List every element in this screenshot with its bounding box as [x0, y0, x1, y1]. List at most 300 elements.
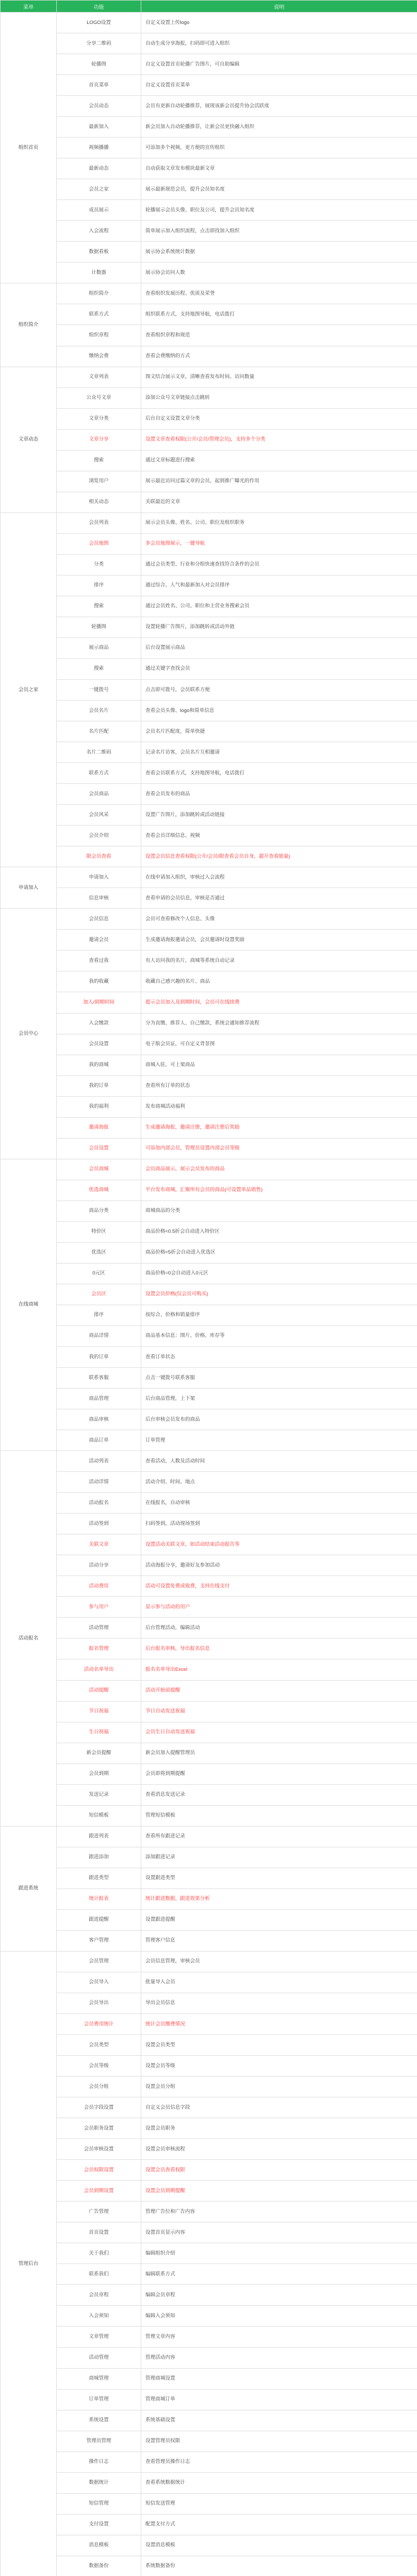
- table-row: [1, 1221, 417, 1242]
- table-row: [1, 909, 417, 930]
- function-cell: 会员商城: [57, 1159, 141, 1180]
- table-row: [1, 1201, 417, 1221]
- function-cell: 广告管理: [57, 2202, 141, 2222]
- description-cell: 设置会员审核流程: [141, 2139, 417, 2160]
- table-row: [1, 1805, 417, 1826]
- header-menu: 菜单: [1, 1, 57, 12]
- table-row: [1, 1847, 417, 1868]
- table-row: [1, 1055, 417, 1076]
- description-cell: 查看管理员操作日志: [141, 2452, 417, 2472]
- description-cell: 查看申请的会员信息，审核是否通过: [141, 888, 417, 909]
- description-cell: 按综合、价格和销量排序: [141, 1305, 417, 1325]
- function-cell: 会员管理: [57, 1951, 141, 1972]
- description-cell: 会员即将到期提醒: [141, 1764, 417, 1784]
- description-cell: 设置活动关联文章，如活动结束活动报告等: [141, 1534, 417, 1555]
- function-cell: 会员区: [57, 1284, 141, 1305]
- description-cell: 通过关键字查找会员: [141, 658, 417, 679]
- description-cell: 管理商城订单: [141, 2389, 417, 2410]
- description-cell: 查看组织章程和规范: [141, 325, 417, 346]
- table-row: [1, 1096, 417, 1117]
- description-cell: 设置会员价格(仅会员可购买): [141, 1284, 417, 1305]
- function-cell: 最新动态: [57, 158, 141, 179]
- function-cell: 关联文章: [57, 1534, 141, 1555]
- menu-group-cell: 组织简介: [1, 283, 57, 367]
- description-cell: 查看消息发送记录: [141, 1784, 417, 1805]
- description-cell: 查看所有订单的状态: [141, 1076, 417, 1096]
- description-cell: 统计会员缴费情况: [141, 2014, 417, 2035]
- description-cell: 商品价格<0.5折会自动进入特价区: [141, 1221, 417, 1242]
- table-row: [1, 701, 417, 721]
- description-cell: 查看订单状态: [141, 1347, 417, 1368]
- description-cell: 查看会员头像、logo和简单信息: [141, 701, 417, 721]
- description-cell: 设置首页显示内容: [141, 2222, 417, 2243]
- function-cell: 我的订单: [57, 1076, 141, 1096]
- table-row: [1, 33, 417, 54]
- description-cell: 有人访问我的名片，商城等系统自动记录: [141, 951, 417, 971]
- description-cell: 活动海报分享，邀请好友参加活动: [141, 1555, 417, 1576]
- function-cell: 数据统计: [57, 2472, 141, 2493]
- description-cell: 后台报名审核，导出报名信息: [141, 1639, 417, 1659]
- table-row: [1, 888, 417, 909]
- function-cell: 会员审核设置: [57, 2139, 141, 2160]
- function-cell: 排序: [57, 575, 141, 596]
- function-cell: 新会员提醒: [57, 1743, 141, 1764]
- description-cell: 设置跟进提醒: [141, 1909, 417, 1930]
- table-row: [1, 1347, 417, 1368]
- function-cell: 活动列表: [57, 1451, 141, 1472]
- description-cell: 展示会员头像、姓名、公司、职位及组织职务: [141, 512, 417, 533]
- table-row: [1, 1930, 417, 1951]
- table-row: [1, 2285, 417, 2306]
- function-cell: 联系客服: [57, 1368, 141, 1389]
- description-cell: 自定义设置首页菜单: [141, 75, 417, 96]
- menu-group-cell: 申请加入: [1, 867, 57, 909]
- menu-group-cell: 管理后台: [1, 1951, 57, 2576]
- table-row: [1, 867, 417, 888]
- description-cell: 简单展示加入组织流程，点击即找加入组织: [141, 221, 417, 242]
- function-cell: 活动签到: [57, 1514, 141, 1534]
- table-row: [1, 2410, 417, 2431]
- function-cell: 申请加入: [57, 867, 141, 888]
- description-cell: 查看会员发布的商品: [141, 784, 417, 805]
- table-row: [1, 2097, 417, 2118]
- table-row: [1, 680, 417, 701]
- table-row: [1, 54, 417, 75]
- description-cell: 组织联系方式，支持地图导航，电话拨打: [141, 304, 417, 325]
- table-row: [1, 12, 417, 33]
- table-row: [1, 1534, 417, 1555]
- function-cell: 查看过我: [57, 951, 141, 971]
- table-row: [1, 1597, 417, 1618]
- function-cell: 商品详情: [57, 1325, 141, 1346]
- table-row: [1, 1618, 417, 1639]
- function-cell: 管理员管理: [57, 2431, 141, 2452]
- table-row: [1, 1076, 417, 1096]
- table-row: [1, 137, 417, 158]
- table-row: [1, 242, 417, 262]
- function-cell: 相关动态: [57, 492, 141, 512]
- function-cell: 系统设置: [57, 2410, 141, 2431]
- table-row: [1, 1430, 417, 1451]
- function-cell: 文章分享: [57, 429, 141, 450]
- description-cell: 设置会员职务: [141, 2118, 417, 2139]
- table-row: [1, 304, 417, 325]
- function-cell: 公众号文章: [57, 387, 141, 408]
- function-cell: 浏览用户: [57, 471, 141, 492]
- description-cell: 会员可查看修改个人信息、头像: [141, 909, 417, 930]
- function-cell: 加入/到期时间: [57, 992, 141, 1013]
- function-cell: 会员权限设置: [57, 2160, 141, 2181]
- table-row: [1, 2160, 417, 2181]
- table-row: [1, 492, 417, 512]
- table-row: [1, 1389, 417, 1409]
- description-cell: 查看会费缴纳的方式: [141, 346, 417, 367]
- description-cell: 会员信息管理，审核会员: [141, 1951, 417, 1972]
- table-row: [1, 2368, 417, 2389]
- table-row: [1, 1368, 417, 1389]
- description-cell: 后台设置展示商品: [141, 637, 417, 658]
- description-cell: 生成邀请海报，邀请注册，邀请注册后奖励: [141, 1117, 417, 1138]
- table-row: [1, 2014, 417, 2035]
- function-cell: 活动报名: [57, 1493, 141, 1514]
- description-cell: 扫码签到，活动现场签到: [141, 1514, 417, 1534]
- menu-group-cell: 会员之家: [1, 512, 57, 867]
- function-cell: 轮播图: [57, 54, 141, 75]
- table-row: [1, 408, 417, 429]
- table-row: [1, 1514, 417, 1534]
- description-cell: 通过文章标题进行搜索: [141, 450, 417, 471]
- description-cell: 新会员加入自动轮播推荐，让新会员更快融入组织: [141, 117, 417, 137]
- table-row: [1, 2264, 417, 2285]
- table-row: [1, 221, 417, 242]
- function-cell: 会员导出: [57, 1993, 141, 2014]
- table-row: [1, 1117, 417, 1138]
- table-row: [1, 951, 417, 971]
- table-row: [1, 805, 417, 826]
- description-cell: 系统基础设置: [141, 2410, 417, 2431]
- function-cell: 关于我们: [57, 2243, 141, 2264]
- function-cell: 活动名单导出: [57, 1659, 141, 1680]
- description-cell: 展示最新规范会员，提升会员知名度: [141, 179, 417, 200]
- function-cell: 会员列表: [57, 512, 141, 533]
- table-row: [1, 1263, 417, 1284]
- function-cell: 展示商品: [57, 637, 141, 658]
- function-cell: 活动管理: [57, 1618, 141, 1639]
- function-cell: 会员到期设置: [57, 2181, 141, 2202]
- function-cell: 分类: [57, 554, 141, 575]
- function-cell: 文章分类: [57, 408, 141, 429]
- description-cell: 管理短信模板: [141, 1805, 417, 1826]
- function-cell: 名片匹配: [57, 721, 141, 742]
- table-row: [1, 158, 417, 179]
- description-cell: 在线申请加入组织，审核过入会流程: [141, 867, 417, 888]
- table-row: [1, 200, 417, 221]
- function-cell: 优选商城: [57, 1180, 141, 1201]
- description-cell: 商品价格<5折会自动进入优选区: [141, 1242, 417, 1263]
- description-cell: 会员商品展示，展示会员发布的商品: [141, 1159, 417, 1180]
- function-cell: 支付设置: [57, 2514, 141, 2535]
- description-cell: 可添加多个视频，更方便的宣传组织: [141, 137, 417, 158]
- function-cell: 特价区: [57, 1221, 141, 1242]
- menu-group-cell: 会员中心: [1, 909, 57, 1159]
- description-cell: 自定义设置首页轮播广告图片，可自助编辑: [141, 54, 417, 75]
- description-cell: 设置会员类型: [141, 2035, 417, 2056]
- function-cell: 会员设置: [57, 1034, 141, 1055]
- description-cell: 报名名单导出Excel: [141, 1659, 417, 1680]
- function-cell: 会员之家: [57, 179, 141, 200]
- function-cell: 商城管理: [57, 2368, 141, 2389]
- description-cell: 后台审核会员发布的商品: [141, 1409, 417, 1430]
- description-cell: 会员生日自动发送祝福: [141, 1722, 417, 1743]
- table-row: [1, 450, 417, 471]
- function-cell: 客户管理: [57, 1930, 141, 1951]
- function-cell: 统计报表: [57, 1889, 141, 1909]
- description-cell: 展示协会系统统计数据: [141, 242, 417, 262]
- table-row: [1, 2535, 417, 2556]
- description-cell: 点击即可拨号，会员联系方便: [141, 680, 417, 701]
- table-row: [1, 1159, 417, 1180]
- table-row: [1, 471, 417, 492]
- function-cell: 会员设置: [57, 1138, 141, 1159]
- table-row: [1, 1701, 417, 1722]
- table-row: [1, 325, 417, 346]
- description-cell: 自动生成分享海报，扫码即可进入组织: [141, 33, 417, 54]
- table-row: [1, 2347, 417, 2368]
- function-cell: 我的收藏: [57, 971, 141, 992]
- table-row: [1, 179, 417, 200]
- table-row: [1, 846, 417, 867]
- table-row: [1, 1305, 417, 1325]
- description-cell: 设置管理员权限: [141, 2431, 417, 2452]
- table-row: [1, 96, 417, 117]
- table-row: [1, 1034, 417, 1055]
- function-cell: 报名管理: [57, 1639, 141, 1659]
- description-cell: 后台管理活动，编辑活动: [141, 1618, 417, 1639]
- description-cell: 设置文章查看权限(公开/会员/管理会员)，支持多个分类: [141, 429, 417, 450]
- function-cell: 优选区: [57, 1242, 141, 1263]
- function-cell: 参与用户: [57, 1597, 141, 1618]
- description-cell: 设置轮播广告图片，添加跳转或活动外链: [141, 617, 417, 637]
- description-cell: 查看所有跟进记录: [141, 1826, 417, 1847]
- function-cell: 文章管理: [57, 2327, 141, 2347]
- table-row: [1, 1451, 417, 1472]
- table-row: [1, 826, 417, 846]
- function-cell: 入会须知: [57, 2306, 141, 2327]
- description-cell: 设置广告图片，添加跳转或活动链接: [141, 805, 417, 826]
- description-cell: 查看会员详细信息、视频: [141, 826, 417, 846]
- table-row: [1, 2222, 417, 2243]
- function-cell: 0元区: [57, 1263, 141, 1284]
- function-cell: 活动费用: [57, 1576, 141, 1597]
- description-cell: 管理客户信息: [141, 1930, 417, 1951]
- function-cell: 活动管理: [57, 2347, 141, 2368]
- header-row: [1, 1, 417, 12]
- description-cell: 订单管理: [141, 1430, 417, 1451]
- table-row: [1, 512, 417, 533]
- table-row: [1, 2556, 417, 2576]
- description-cell: 活动介绍、时间、地点: [141, 1472, 417, 1493]
- table-row: [1, 1680, 417, 1701]
- function-cell: 会员费用统计: [57, 2014, 141, 2035]
- function-cell: 跟进类型: [57, 1868, 141, 1889]
- table-row: [1, 1972, 417, 1993]
- description-cell: 显示参与活动的用户: [141, 1597, 417, 1618]
- description-cell: 管理广告位和广告内容: [141, 2202, 417, 2222]
- function-cell: 数据备份: [57, 2556, 141, 2576]
- table-row: [1, 1555, 417, 1576]
- function-cell: 首页设置: [57, 2222, 141, 2243]
- table-row: [1, 2306, 417, 2327]
- function-cell: 联系方式: [57, 304, 141, 325]
- function-cell: 会员介绍: [57, 826, 141, 846]
- description-cell: 记录名片访客，会员名片互相邀请: [141, 742, 417, 763]
- function-cell: 商品审核: [57, 1409, 141, 1430]
- function-cell: 一键拨号: [57, 680, 141, 701]
- function-cell: 分享二维码: [57, 33, 141, 54]
- function-cell: 邀请会员: [57, 930, 141, 951]
- table-row: [1, 1743, 417, 1764]
- table-body: [1, 12, 417, 2576]
- description-cell: 后台自定义设置文章分类: [141, 408, 417, 429]
- menu-group-cell: 文章动态: [1, 367, 57, 512]
- description-cell: 设置会员信息查看权限(公开/会员/限查看会员自身，超开查看能量): [141, 846, 417, 867]
- function-cell: 缴纳会费: [57, 346, 141, 367]
- description-cell: 管理活动内容: [141, 2347, 417, 2368]
- header-function: 功能: [57, 1, 141, 12]
- table-row: [1, 1826, 417, 1847]
- table-row: [1, 1138, 417, 1159]
- description-cell: 查看活动，人数及活动时间: [141, 1451, 417, 1472]
- function-cell: 会员等级: [57, 2056, 141, 2077]
- description-cell: 添加公众号文章链接点击跳转: [141, 387, 417, 408]
- function-cell: 入会流程: [57, 221, 141, 242]
- function-cell: 联系方式: [57, 763, 141, 784]
- function-cell: 视频播播: [57, 137, 141, 158]
- table-row: [1, 2389, 417, 2410]
- description-cell: 生成邀请海报邀请会员，会员邀请时设置奖励: [141, 930, 417, 951]
- description-cell: 统计跟进数据，跟进效果分析: [141, 1889, 417, 1909]
- table-row: [1, 1576, 417, 1597]
- description-cell: 提示会员加入及到期时间，会员可在线续费: [141, 992, 417, 1013]
- function-cell: 组织简介: [57, 283, 141, 304]
- function-cell: 活动提醒: [57, 1680, 141, 1701]
- description-cell: 配置支付方式: [141, 2514, 417, 2535]
- description-cell: 自定义会员信息字段: [141, 2097, 417, 2118]
- table-row: [1, 2243, 417, 2264]
- table-row: [1, 283, 417, 304]
- description-cell: 批量导入会员: [141, 1972, 417, 1993]
- description-cell: 设置会员到期提醒: [141, 2181, 417, 2202]
- description-cell: 商城入驻，可上架商品: [141, 1055, 417, 1076]
- table-row: [1, 971, 417, 992]
- table-header: [1, 1, 417, 12]
- description-cell: 会员名片匹配度，简单快捷: [141, 721, 417, 742]
- table-row: [1, 2118, 417, 2139]
- table-row: [1, 2493, 417, 2514]
- function-cell: 搜索: [57, 596, 141, 617]
- description-cell: 管理文章内容: [141, 2327, 417, 2347]
- table-row: [1, 554, 417, 575]
- table-row: [1, 1868, 417, 1889]
- description-cell: 活动开始前提醒: [141, 1680, 417, 1701]
- table-row: [1, 2472, 417, 2493]
- description-cell: 编辑联系方式: [141, 2264, 417, 2285]
- table-row: [1, 1409, 417, 1430]
- description-cell: 短信发送管理: [141, 2493, 417, 2514]
- table-row: [1, 2327, 417, 2347]
- table-row: [1, 346, 417, 367]
- description-cell: 活动可设置免费或收费，支持在线支付: [141, 1576, 417, 1597]
- function-cell: 会员字段设置: [57, 2097, 141, 2118]
- function-cell: 排序: [57, 1305, 141, 1325]
- function-cell: 会员名片: [57, 701, 141, 721]
- table-row: [1, 1242, 417, 1263]
- function-cell: 商品订单: [57, 1430, 141, 1451]
- table-row: [1, 1909, 417, 1930]
- function-cell: 数据看板: [57, 242, 141, 262]
- table-row: [1, 262, 417, 283]
- table-row: [1, 637, 417, 658]
- function-cell: 会员导入: [57, 1972, 141, 1993]
- table-row: [1, 1993, 417, 2014]
- table-row: [1, 1784, 417, 1805]
- function-cell: 活动详情: [57, 1472, 141, 1493]
- description-cell: 展示最近访问过篇文章的会员，起到推广曝光的作用: [141, 471, 417, 492]
- function-cell: 会员类型: [57, 2035, 141, 2056]
- function-cell: 节日祝福: [57, 1701, 141, 1722]
- description-cell: 新会员加入提醒管理员: [141, 1743, 417, 1764]
- description-cell: 商城商品的分类: [141, 1201, 417, 1221]
- function-cell: 我的商城: [57, 1055, 141, 1076]
- description-cell: 查看会员联系方式，支持地图导航，电话拨打: [141, 763, 417, 784]
- description-cell: 平台发布商城，汇聚所有会员的商品(可设置单品销售): [141, 1180, 417, 1201]
- description-cell: 可添加内部会员，管理员设置内部会员等级: [141, 1138, 417, 1159]
- function-cell: 我的订单: [57, 1347, 141, 1368]
- table-row: [1, 2077, 417, 2097]
- table-row: [1, 658, 417, 679]
- function-cell: 搜索: [57, 658, 141, 679]
- function-cell: 生日祝福: [57, 1722, 141, 1743]
- table-row: [1, 2514, 417, 2535]
- description-cell: 设置会员查看权限: [141, 2160, 417, 2181]
- table-row: [1, 2202, 417, 2222]
- table-row: [1, 575, 417, 596]
- function-cell: 会员地图: [57, 533, 141, 554]
- function-cell: 消息模板: [57, 2535, 141, 2556]
- description-cell: 会员有更新自动轮播推荐，展现该新会员提升协会活跃度: [141, 96, 417, 117]
- table-row: [1, 742, 417, 763]
- function-cell: 会员到期: [57, 1764, 141, 1784]
- function-cell: 跟进提醒: [57, 1909, 141, 1930]
- table-row: [1, 1889, 417, 1909]
- table-row: [1, 1013, 417, 1034]
- description-cell: 商品价格=0会自动进入0元区: [141, 1263, 417, 1284]
- table-row: [1, 1659, 417, 1680]
- function-cell: 信息审核: [57, 888, 141, 909]
- description-cell: 管理商城设置: [141, 2368, 417, 2389]
- table-row: [1, 930, 417, 951]
- function-cell: 短信管理: [57, 2493, 141, 2514]
- function-cell: LOGO设置: [57, 12, 141, 33]
- table-row: [1, 387, 417, 408]
- function-cell: 限会员查看: [57, 846, 141, 867]
- table-row: [1, 721, 417, 742]
- description-cell: 分为直缴、推荐人、自己缴款，系统会通知推荐流程: [141, 1013, 417, 1034]
- function-cell: 计数器: [57, 262, 141, 283]
- function-cell: 首页菜单: [57, 75, 141, 96]
- function-cell: 会员章程: [57, 2285, 141, 2306]
- description-cell: 关联最近的文章: [141, 492, 417, 512]
